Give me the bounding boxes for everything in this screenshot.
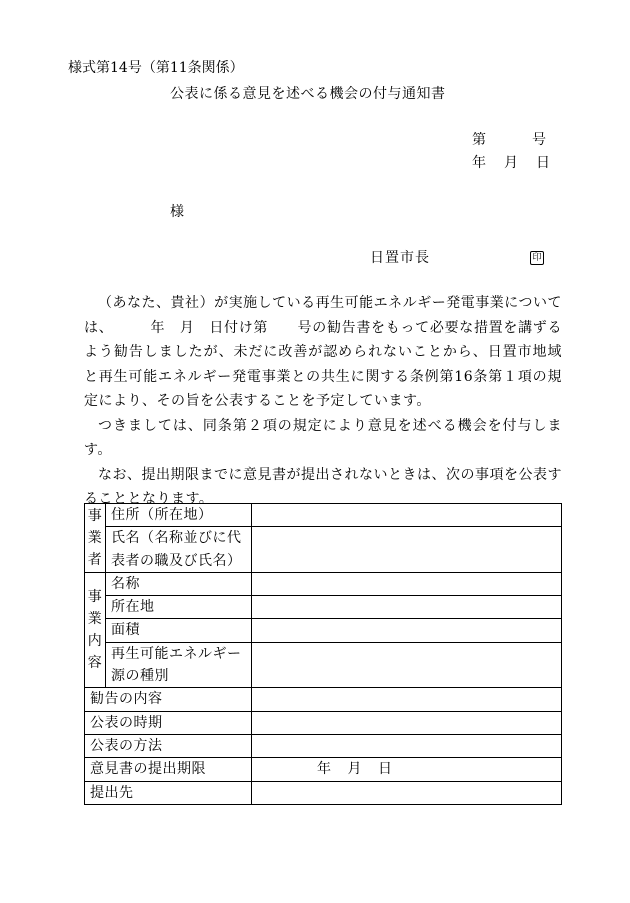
- content-name-label: 名称: [106, 572, 252, 595]
- publication-items-table: [84, 503, 562, 805]
- publication-time-value[interactable]: [252, 711, 562, 734]
- deadline-label: 意見書の提出期限: [85, 758, 252, 781]
- table-row: [85, 734, 562, 757]
- number-suffix: 号: [532, 132, 546, 148]
- recommendation-value[interactable]: [252, 688, 562, 711]
- operator-name-value[interactable]: [252, 527, 562, 573]
- date-day: 日: [536, 155, 550, 171]
- sender-title: 日置市長: [370, 250, 430, 266]
- content-location-label: 所在地: [106, 596, 252, 619]
- table-row: [85, 781, 562, 804]
- body-paragraph-1: （あなた、貴社）が実施している再生可能エネルギー発電事業については、 年 月 日付け第 号の勧告書をもって必要な措置を講ずるよう勧告しましたが、未だに改善が認められないことから、日置市地域と再生可能エネルギー発電事業との共生に関する条例第16条第１項の規定により、その旨を公表することを予定しています。: [84, 295, 562, 409]
- content-location-value[interactable]: [252, 596, 562, 619]
- publication-time-label: 公表の時期: [85, 711, 252, 734]
- document-title: 公表に係る意見を述べる機会の付与通知書: [170, 86, 446, 102]
- content-group-label: 事 業 内 容: [85, 572, 106, 687]
- submit-to-label: 提出先: [85, 781, 252, 804]
- table-row: [85, 758, 562, 781]
- table-row: [85, 504, 562, 527]
- deadline-value[interactable]: [252, 758, 562, 781]
- operator-address-value[interactable]: [252, 504, 562, 527]
- deadline-year: 年: [317, 761, 332, 778]
- addressee-honorific: 様: [170, 204, 184, 220]
- submit-to-value[interactable]: [252, 781, 562, 804]
- form-number: 様式第14号（第11条関係）: [68, 60, 244, 76]
- date-month: 月: [504, 155, 518, 171]
- table-row: [85, 572, 562, 595]
- date-year: 年: [472, 155, 486, 171]
- content-energy-value[interactable]: [252, 642, 562, 688]
- table-row: [85, 711, 562, 734]
- table-row: [85, 688, 562, 711]
- sender-seal: [530, 248, 544, 268]
- operator-address-label: 住所（所在地）: [106, 504, 252, 527]
- recommendation-label: 勧告の内容: [85, 688, 252, 711]
- seal-icon: 印: [530, 251, 544, 265]
- document-number: [472, 130, 546, 150]
- publication-method-value[interactable]: [252, 734, 562, 757]
- document-date: [472, 153, 550, 173]
- body-text: [84, 291, 562, 512]
- content-area-value[interactable]: [252, 619, 562, 642]
- table-row: [85, 619, 562, 642]
- deadline-day: 日: [378, 761, 393, 778]
- deadline-month: 月: [347, 761, 362, 778]
- content-area-label: 面積: [106, 619, 252, 642]
- content-energy-label: 再生可能エネルギー 源の種別: [106, 642, 252, 688]
- operator-name-label: 氏名（名称並びに代 表者の職及び氏名）: [106, 527, 252, 573]
- number-prefix: 第: [472, 132, 486, 148]
- publication-method-label: 公表の方法: [85, 734, 252, 757]
- content-name-value[interactable]: [252, 572, 562, 595]
- body-paragraph-2: つきましては、同条第２項の規定により意見を述べる機会を付与します。: [84, 417, 562, 458]
- operator-group-label: 事 業 者: [85, 504, 106, 573]
- body-paragraph-3: なお、提出期限までに意見書が提出されないときは、次の事項を公表することとなります。: [84, 466, 562, 507]
- table-row: [85, 596, 562, 619]
